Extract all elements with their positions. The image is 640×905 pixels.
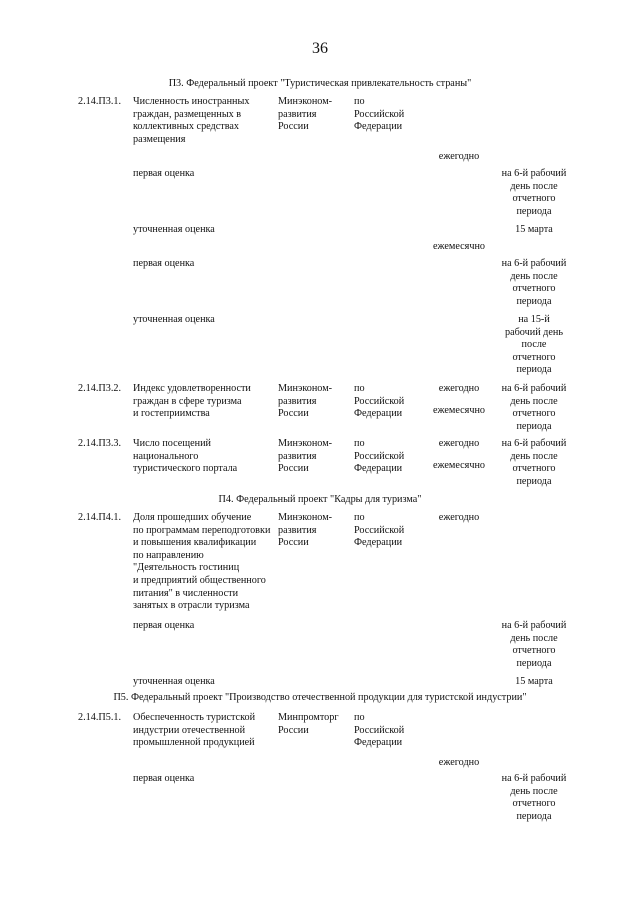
region-level: по Российской Федерации — [354, 383, 405, 420]
estimate-label: уточненная оценка — [133, 314, 215, 325]
frequency: ежегодно — [438, 151, 480, 162]
deadline: на 6-й рабочий день после отчетного периода — [501, 438, 567, 487]
estimate-label: первая оценка — [133, 773, 195, 784]
estimate-label: первая оценка — [133, 258, 195, 269]
row-code: 2.14.П4.1. — [78, 512, 122, 523]
section-title-p3: П3. Федеральный проект "Туристическая привлекательность страны" — [168, 78, 472, 89]
row-code: 2.14.П5.1. — [78, 712, 122, 723]
deadline: на 6-й рабочий день после отчетного периода — [501, 620, 567, 669]
deadline: 15 марта — [515, 224, 553, 235]
deadline: на 6-й рабочий день после отчетного периода — [501, 168, 567, 217]
indicator-name: Доля прошедших обучение по программам переподготовки и повышения квалификации по направлению "Деятельность гостиниц и предприятий общественного питания" в численности занятых в отрасли туризма — [133, 512, 271, 612]
frequency: ежегодно ежемесячно — [432, 383, 486, 416]
frequency: ежемесячно — [432, 241, 486, 252]
region-level: по Российской Федерации — [354, 96, 405, 133]
region-level: по Российской Федерации — [354, 438, 405, 475]
page-number: 36 — [312, 40, 328, 57]
estimate-label: первая оценка — [133, 620, 195, 631]
frequency: ежегодно — [438, 757, 480, 768]
row-code: 2.14.П3.1. — [78, 96, 122, 107]
row-code: 2.14.П3.3. — [78, 438, 122, 449]
estimate-label: уточненная оценка — [133, 676, 215, 687]
responsible-org: Минэконом- развития России — [278, 438, 333, 475]
frequency: ежегодно ежемесячно — [432, 438, 486, 471]
deadline: на 15-й рабочий день после отчетного периода — [504, 314, 563, 376]
frequency: ежегодно — [438, 512, 480, 523]
indicator-name: Индекс удовлетворенности граждан в сфере туризма и гостеприимства — [133, 383, 251, 420]
estimate-label: первая оценка — [133, 168, 195, 179]
region-level: по Российской Федерации — [354, 512, 405, 549]
deadline: 15 марта — [515, 676, 553, 687]
indicator-name: Число посещений национального туристического портала — [133, 438, 238, 475]
indicator-name: Обеспеченность туристской индустрии отечественной промышленной продукцией — [133, 712, 256, 749]
section-title-p5: П5. Федеральный проект "Производство отечественной продукции для туристской индустрии" — [113, 692, 527, 703]
responsible-org: Минпромторг России — [278, 712, 339, 736]
responsible-org: Минэконом- развития России — [278, 383, 333, 420]
deadline: на 6-й рабочий день после отчетного периода — [501, 773, 567, 822]
region-level: по Российской Федерации — [354, 712, 405, 749]
row-code: 2.14.П3.2. — [78, 383, 122, 394]
estimate-label: уточненная оценка — [133, 224, 215, 235]
indicator-name: Численность иностранных граждан, размещенных в коллективных средствах размещения — [133, 96, 250, 145]
deadline: на 6-й рабочий день после отчетного периода — [501, 383, 567, 432]
section-title-p4: П4. Федеральный проект "Кадры для туризма" — [218, 494, 422, 505]
responsible-org: Минэконом- развития России — [278, 96, 333, 133]
responsible-org: Минэконом- развития России — [278, 512, 333, 549]
deadline: на 6-й рабочий день после отчетного периода — [501, 258, 567, 307]
